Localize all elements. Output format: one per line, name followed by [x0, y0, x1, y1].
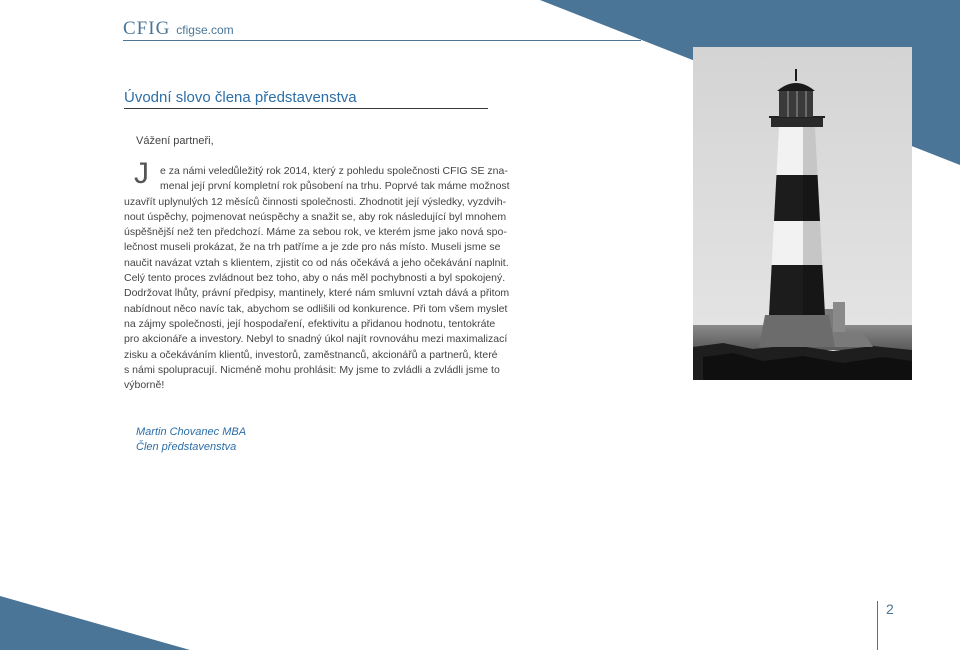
letter-body — [124, 164, 510, 393]
body-line: nabídnout něco navíc tak, abychom se odlišili od konkurence. Při tom všem myslet — [124, 302, 508, 315]
body-line: pro akcionáře a investory. Nebyl to snadný úkol najít rovnováhu mezi maximalizací — [124, 333, 508, 346]
lighthouse-photo — [693, 47, 912, 380]
brand-name: CFIG — [123, 18, 171, 39]
body-line: lečnost museli prokázat, že na trh patříme a je zde pro nás místo. Museli jsme se — [124, 241, 501, 254]
body-line: na zájmy společnosti, její hospodaření, efektivitu a přidanou hodnotu, tentokráte — [124, 317, 496, 330]
drop-cap: J — [134, 157, 149, 190]
body-line: úspěšnější než ten předchozí. Máme za sebou rok, ve kterém jsme jako nová spo- — [124, 226, 507, 239]
body-line: výborně! — [124, 379, 165, 392]
body-line: Dodržovat lhůty, právní předpisy, mantinely, které nám smluvní vztah dává a přitom — [124, 287, 510, 300]
salutation: Vážení partneři, — [136, 135, 214, 147]
body-line: nout úspěchy, pojmenovat neúspěchy a snažit se, aby rok následující byl mnohem — [124, 210, 507, 223]
site-url: cfigse.com — [176, 23, 234, 37]
title-underline — [124, 108, 488, 109]
signature-role: Člen představenstva — [136, 441, 237, 453]
body-line: s námi spolupracují. Nicméně mohu prohlásit: My jsme to zvládli a zvládli jsme to — [124, 363, 500, 376]
signature-name: Martin Chovanec MBA — [136, 426, 247, 438]
header-logo — [123, 18, 234, 40]
page-number-divider — [877, 601, 878, 650]
signature-block — [136, 425, 246, 455]
body-line: naučit navázat vztah s klientem, zjistit co od nás očekává a jeho očekávání naplnit. — [124, 256, 509, 269]
body-line: uzavřít uplynulých 12 měsíců činnosti společnosti. Zhodnotit její výsledky, vyzdvih- — [124, 195, 507, 208]
page-title: Úvodní slovo člena představenstva — [124, 89, 357, 106]
body-line: Celý tento proces zvládnout bez toho, aby o nás měl pochybnosti a byl spokojený. — [124, 272, 506, 285]
body-line: menal její první kompletní rok působení na trhu. Poprvé tak máme možnost — [160, 180, 510, 193]
body-line: e za námi veledůležitý rok 2014, který z pohledu společnosti CFIG SE zna- — [160, 165, 508, 177]
page-number: 2 — [886, 601, 894, 617]
header-divider — [123, 40, 641, 41]
body-line: zisku a očekáváním klientů, investorů, zaměstnanců, akcionářů a partnerů, které — [124, 348, 498, 361]
